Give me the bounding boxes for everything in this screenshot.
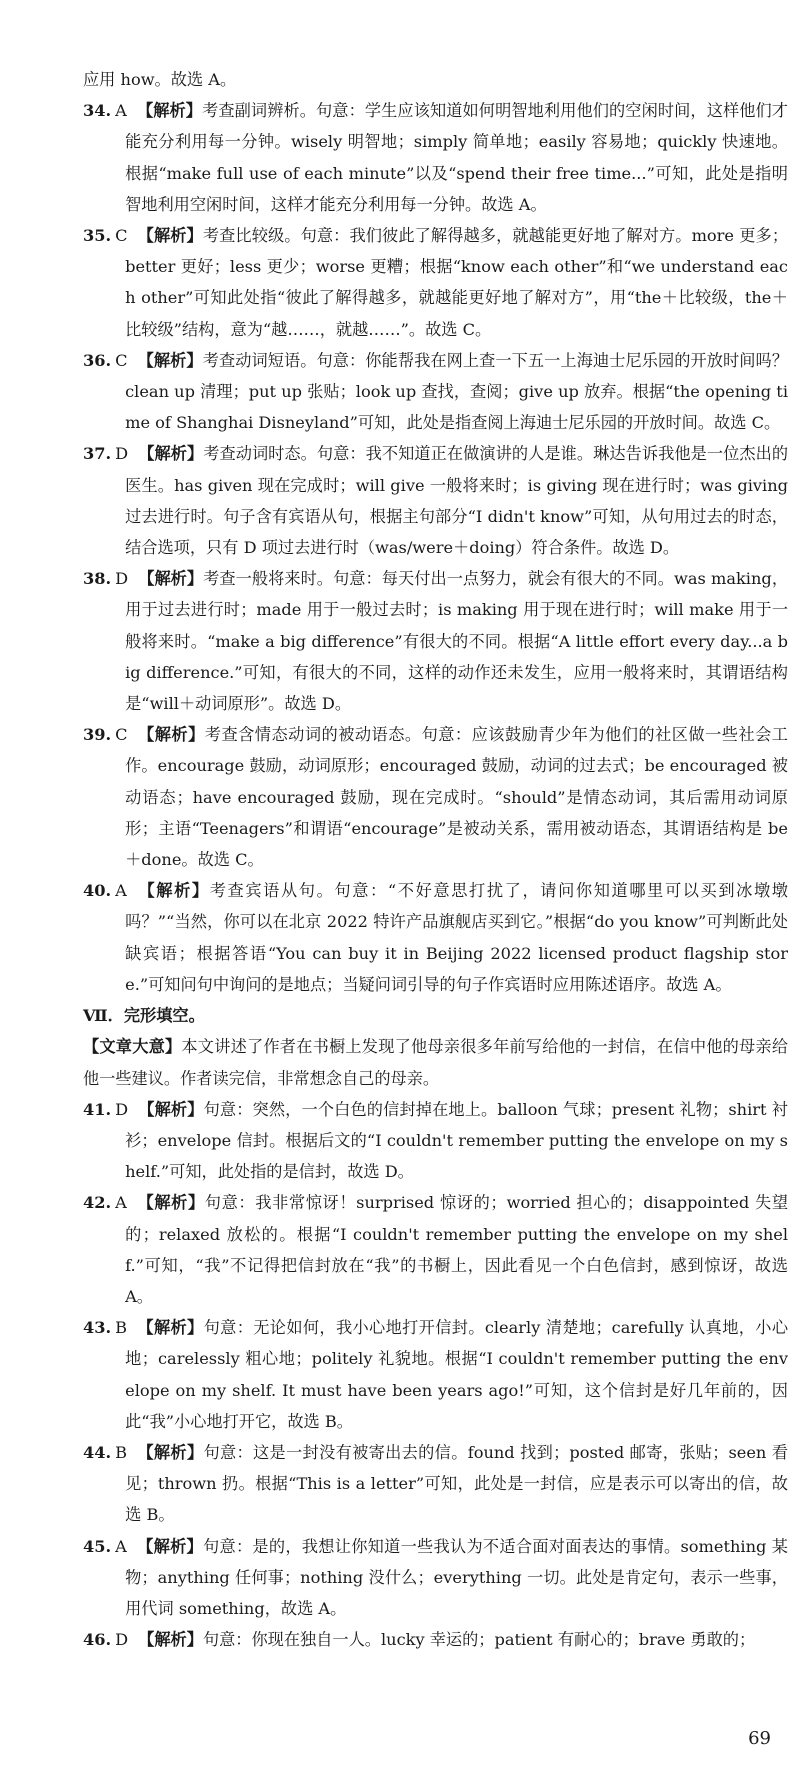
item-answer: C (115, 725, 128, 745)
answer-item (83, 1531, 788, 1625)
article-summary (83, 1031, 788, 1093)
analysis-text: 考查含情态动词的被动语态。句意：应该鼓励青少年为他们的社区做一些社会工作。encourage 鼓励，动词原形；encouraged 鼓励，动词的过去式；be encouraged 被动语态；have encouraged 鼓励，现在完成时。“should”是情态动词，其后需用动词原形；主语“Teenagers”和谓语“encourage”是被动关系，需用被动语态，其谓语结构是 be＋done。故选 C。 (125, 725, 788, 870)
item-number: 42. (83, 1193, 112, 1213)
analysis-text: 句意：突然，一个白色的信封掉在地上。balloon 气球；present 礼物；shirt 衬衫；envelope 信封。根据后文的“I couldn't remember putting the envelope on my shelf.”可知，此处指的是信封，故选 D。 (125, 1099, 788, 1182)
item-number: 45. (83, 1536, 112, 1556)
analysis-tag: 【解析】 (137, 1318, 204, 1338)
analysis-tag: 【解析】 (136, 881, 210, 901)
intro-line: 应用 how。故选 A。 (83, 70, 237, 89)
answer-item (83, 1094, 788, 1188)
section-heading: Ⅶ．完形填空。 (83, 1006, 205, 1026)
item-number: 37. (83, 444, 112, 464)
item-answer: A (115, 1536, 127, 1556)
answer-item (83, 1437, 788, 1531)
analysis-text: 句意：无论如何，我小心地打开信封。clearly 清楚地；carefully 认真地，小心地；carelessly 粗心地；politely 礼貌地。根据“I couldn't remember putting the envelope on my shelf. It must have been years ago!”可知，这个信封是好几年前的，因此“我”小心地打开它，故选 B。 (125, 1318, 789, 1431)
item-answer: A (115, 101, 127, 121)
answer-item (83, 220, 788, 345)
analysis-tag: 【解析】 (137, 1442, 204, 1462)
item-number: 41. (83, 1099, 112, 1119)
item-number: 36. (83, 350, 112, 370)
item-answer: C (115, 226, 128, 246)
answer-item (83, 875, 788, 1000)
analysis-text: 考查动词短语。句意：你能帮我在网上查一下五一上海迪士尼乐园的开放时间吗？clean up 清理；put up 张贴；look up 查找，查阅；give up 放弃。根据“the opening time of Shanghai Disneyland”可知，此处是指查阅上海迪士尼乐园的开放时间。故选 C。 (125, 350, 789, 433)
analysis-text: 句意：我非常惊讶！surprised 惊讶的；worried 担心的；disappointed 失望的；relaxed 放松的。根据“I couldn't remember putting the envelope on my shelf.”可知，“我”不记得把信封放在“我”的书橱上，因此看见一个白色信封，感到惊讶，故选 A。 (125, 1193, 789, 1306)
analysis-tag: 【解析】 (138, 444, 204, 464)
item-answer: A (115, 1193, 127, 1213)
analysis-tag: 【解析】 (138, 1099, 204, 1119)
analysis-tag: 【解析】 (137, 350, 203, 370)
answer-item (83, 719, 788, 875)
answer-item (83, 438, 788, 563)
item-number: 38. (83, 569, 112, 589)
item-number: 35. (83, 226, 112, 246)
analysis-text: 句意：这是一封没有被寄出去的信。found 找到；posted 邮寄，张贴；seen 看见；thrown 扔。根据“This is a letter”可知，此处是一封信，应是表示可以寄出的信，故选 B。 (125, 1442, 789, 1525)
item-number: 44. (83, 1442, 112, 1462)
answer-item (83, 1312, 788, 1437)
item-answer: D (115, 569, 129, 589)
analysis-text: 考查比较级。句意：我们彼此了解得越多，就越能更好地了解对方。more 更多；better 更好；less 更少；worse 更糟；根据“know each other”和“we understand each other”可知此处指“彼此了解得越多，就越能更好地了解对方”，用“the＋比较级，the＋比较级”结构，意为“越……，就越……”。故选 C。 (125, 226, 789, 339)
item-number: 34. (83, 101, 112, 121)
answer-item (83, 345, 788, 439)
analysis-tag: 【解析】 (137, 725, 205, 745)
item-answer: D (115, 1630, 129, 1650)
grammar-answers (83, 95, 788, 1000)
answer-item (83, 1624, 788, 1655)
analysis-tag: 【解析】 (136, 1536, 204, 1556)
item-answer: B (115, 1442, 128, 1462)
page-number: 69 (748, 1728, 771, 1749)
analysis-text: 考查动词时态。句意：我不知道正在做演讲的人是谁。琳达告诉我他是一位杰出的医生。has given 现在完成时；will give 一般将来时；is giving 现在进行时；was giving 过去进行时。句子含有宾语从句，根据主句部分“I didn't know”可知，从句用过去的时态，结合选项，只有 D 项过去进行时（was/were＋doing）符合条件。故选 D。 (125, 444, 789, 558)
analysis-text: 考查副词辨析。句意：学生应该知道如何明智地利用他们的空闲时间，这样他们才能充分利用每一分钟。wisely 明智地；simply 简单地；easily 容易地；quickly 快速地。根据“make full use of each minute”以及“spend their free time...”可知，此处是指明智地利用空闲时间，这样才能充分利用每一分钟。故选 A。 (125, 101, 788, 214)
analysis-tag: 【解析】 (138, 569, 204, 589)
item-answer: D (115, 444, 129, 464)
answer-item (83, 95, 788, 220)
analysis-text: 考查宾语从句。句意：“不好意思打扰了，请问你知道哪里可以买到冰墩墩吗？”“当然，你可以在北京 2022 特许产品旗舰店买到它。”根据“do you know”可判断此处缺宾语；根据答语“You can buy it in Beijing 2022 licensed product flagship store.”可知问句中询问的是地点；当疑问词引导的句子作宾语时应用陈述语序。故选 A。 (125, 881, 788, 994)
item-answer: D (115, 1099, 129, 1119)
summary-text: 本文讲述了作者在书橱上发现了他母亲很多年前写给他的一封信，在信中他的母亲给他一些建议。作者读完信，非常想念自己的母亲。 (83, 1037, 789, 1088)
page-content (83, 64, 788, 1655)
analysis-tag: 【解析】 (136, 1193, 205, 1213)
item-answer: A (115, 881, 127, 901)
analysis-text: 句意：你现在独自一人。lucky 幸运的；patient 有耐心的；brave 勇敢的； (202, 1630, 756, 1650)
analysis-text: 句意：是的，我想让你知道一些我认为不适合面对面表达的事情。something 某物；anything 任何事；nothing 没什么；everything 一切。此处是肯定句，表示一些事，用代词 something，故选 A。 (125, 1536, 788, 1618)
item-answer: B (115, 1318, 128, 1338)
item-number: 40. (83, 881, 112, 901)
analysis-text: 考查一般将来时。句意：每天付出一点努力，就会有很大的不同。was making，用于过去进行时；made 用于一般过去时；is making 用于现在进行时；will make 用于一般将来时。“make a big difference”有很大的不同。根据“A little effort every day...a big difference.”可知，有很大的不同，这样的动作还未发生，应用一般将来时，其谓语结构是“will＋动词原形”。故选 D。 (125, 569, 789, 714)
analysis-tag: 【解析】 (136, 101, 203, 121)
item-number: 39. (83, 725, 112, 745)
cloze-answers (83, 1094, 788, 1656)
answer-item (83, 1187, 788, 1312)
analysis-tag: 【解析】 (138, 1630, 203, 1650)
analysis-tag: 【解析】 (137, 226, 203, 246)
item-answer: C (115, 350, 128, 370)
item-number: 43. (83, 1318, 112, 1338)
summary-tag: 【文章大意】 (83, 1037, 182, 1057)
answer-item (83, 563, 788, 719)
item-number: 46. (83, 1630, 112, 1650)
